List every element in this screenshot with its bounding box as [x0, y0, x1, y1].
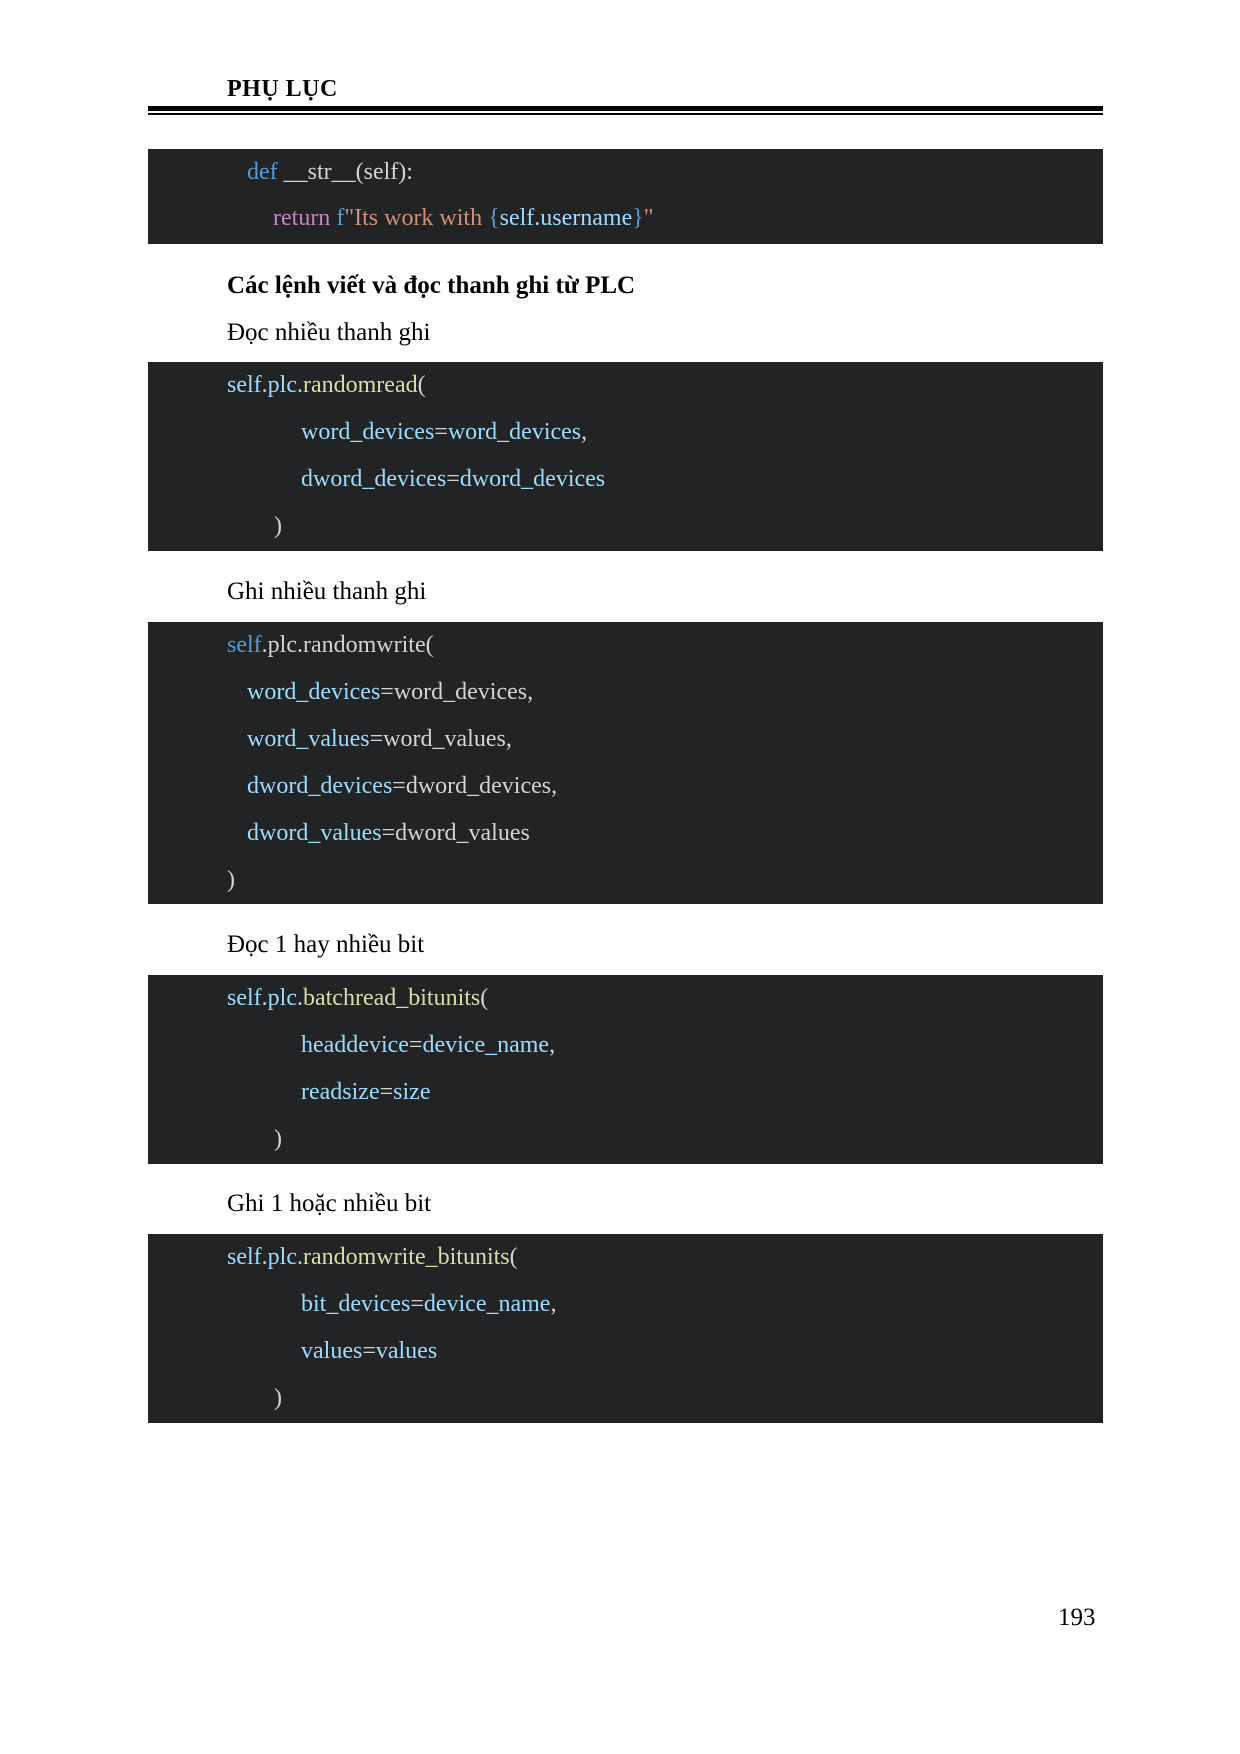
header-rule-thick	[148, 106, 1103, 111]
code-punctuation: ,	[550, 1291, 557, 1317]
code-block-str-method	[148, 149, 1103, 244]
code-block-randomwrite	[148, 622, 1103, 904]
code-punctuation: (	[417, 372, 426, 398]
code-parameter: headdevice	[301, 1032, 409, 1058]
code-variable: values	[375, 1338, 438, 1364]
code-line	[227, 1234, 518, 1281]
code-parameter: values	[301, 1338, 363, 1364]
code-operator: =	[446, 466, 460, 492]
code-parameter: word_values	[247, 726, 370, 752]
label-read-bits: Đọc 1 hay nhiều bit	[227, 931, 425, 958]
code-brace: }	[632, 205, 644, 231]
code-function: batchread_bitunits	[302, 985, 481, 1011]
code-brace: {	[488, 205, 500, 231]
code-assignment: =word_values,	[369, 726, 512, 752]
code-string: "	[643, 205, 654, 231]
code-call: .plc.randomwrite(	[261, 632, 434, 658]
code-operator: =	[434, 419, 448, 445]
code-parameter: word_devices	[247, 679, 381, 705]
label-read-registers: Đọc nhiều thanh ghi	[227, 319, 431, 346]
section-heading: Các lệnh viết và đọc thanh ghi từ PLC	[227, 272, 636, 299]
code-line	[301, 409, 587, 456]
code-punctuation: (	[509, 1244, 518, 1270]
header-rule-thin	[148, 113, 1103, 115]
code-line	[301, 456, 605, 503]
code-keyword: def	[247, 159, 278, 185]
code-method-name: __str__	[277, 159, 356, 185]
code-function: randomread	[302, 372, 418, 398]
label-write-bits: Ghi 1 hoặc nhiều bit	[227, 1190, 432, 1217]
code-line	[247, 149, 413, 196]
code-operator: =	[408, 1032, 423, 1058]
code-punctuation: ,	[549, 1032, 556, 1058]
code-operator: =	[410, 1291, 424, 1317]
code-method-args: (self):	[355, 159, 413, 185]
code-block-randomread	[148, 362, 1103, 551]
code-object: self.plc.	[227, 1244, 303, 1270]
code-function: randomwrite_bitunits	[302, 1244, 510, 1270]
code-keyword: return	[273, 205, 331, 231]
label-write-registers: Ghi nhiều thanh ghi	[227, 578, 427, 605]
code-line	[227, 362, 426, 409]
code-variable: device_name	[423, 1291, 551, 1317]
code-assignment: =dword_values	[381, 820, 530, 846]
code-variable: self.username	[499, 205, 633, 231]
code-line	[301, 1069, 430, 1116]
code-block-batchread-bitunits	[148, 975, 1103, 1164]
code-fstring-prefix: f	[330, 205, 345, 231]
code-line: )	[274, 513, 282, 539]
code-operator: =	[379, 1079, 394, 1105]
code-self: self	[227, 632, 262, 658]
code-object: self.plc.	[227, 372, 303, 398]
code-line	[273, 195, 654, 242]
code-variable: dword_devices	[459, 466, 606, 492]
code-line	[301, 1281, 556, 1328]
code-assignment: =dword_devices,	[392, 773, 558, 799]
code-parameter: dword_devices	[247, 773, 393, 799]
code-parameter: dword_values	[247, 820, 382, 846]
page-number: 193	[1058, 1604, 1096, 1631]
code-parameter: dword_devices	[301, 466, 447, 492]
running-header: PHỤ LỤC	[227, 76, 338, 102]
code-line: )	[274, 1385, 282, 1411]
code-operator: =	[362, 1338, 376, 1364]
code-punctuation: (	[480, 985, 489, 1011]
code-line: )	[227, 867, 235, 893]
code-line	[247, 810, 530, 857]
code-line	[227, 975, 488, 1022]
code-line	[247, 669, 533, 716]
code-parameter: bit_devices	[301, 1291, 411, 1317]
code-object: self.plc.	[227, 985, 303, 1011]
code-line	[247, 716, 512, 763]
code-parameter: word_devices	[301, 419, 435, 445]
code-line	[301, 1022, 555, 1069]
code-line	[227, 622, 434, 669]
code-variable: word_devices	[447, 419, 582, 445]
code-block-randomwrite-bitunits	[148, 1234, 1103, 1423]
code-punctuation: ,	[581, 419, 588, 445]
code-parameter: readsize	[301, 1079, 380, 1105]
code-assignment: =word_devices,	[380, 679, 534, 705]
code-line	[301, 1328, 437, 1375]
code-string: "Its work with	[344, 205, 489, 231]
code-line	[247, 763, 557, 810]
code-variable: device_name	[422, 1032, 550, 1058]
code-line: )	[274, 1126, 282, 1152]
code-variable: size	[393, 1079, 431, 1105]
